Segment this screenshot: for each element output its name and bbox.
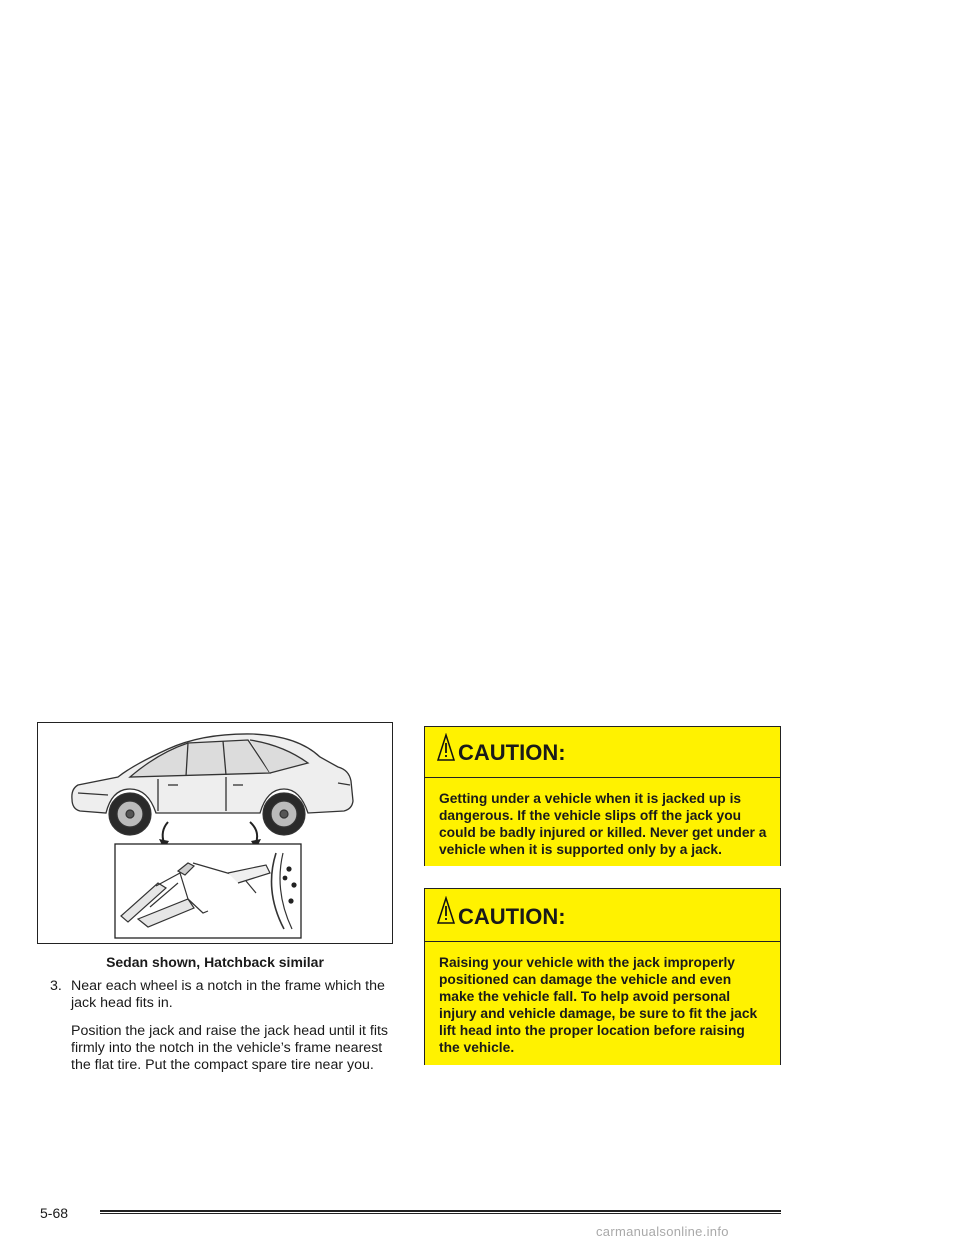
caution-box-jacked-vehicle (424, 726, 781, 866)
footer-rule-thin (100, 1213, 781, 1214)
warning-triangle-icon (437, 733, 455, 769)
footer-rule (100, 1210, 781, 1212)
caution-title: CAUTION: (458, 740, 566, 765)
caution-title: CAUTION: (458, 904, 566, 929)
wheel-rear (263, 793, 305, 835)
sedan-jack-figure (37, 722, 393, 944)
caution-header (425, 889, 780, 942)
caution-box-jack-position (424, 888, 781, 1065)
jack-detail-inset (115, 844, 301, 938)
warning-triangle-icon (437, 896, 455, 932)
caution-header (425, 727, 780, 778)
wheel-front (109, 793, 151, 835)
step-3-paragraph: Position the jack and raise the jack head until it fits firmly into the notch in the vehicle’s frame nearest the flat tire. Put the compact spare tire near you. (71, 1023, 389, 1073)
step-3 (50, 978, 395, 1012)
watermark-text: carmanualsonline.info (596, 1224, 729, 1239)
caution-text: Raising your vehicle with the jack improperly positioned can damage the vehicle and even make the vehicle fall. To help avoid personal injury and vehicle damage, be sure to fit the jack lift head into the proper location before raising the vehicle. (425, 942, 780, 1065)
sedan-jack-illustration (38, 723, 391, 942)
step-text: Near each wheel is a notch in the frame which the jack head fits in. (71, 978, 385, 1011)
figure-caption: Sedan shown, Hatchback similar (106, 954, 324, 970)
caution-text: Getting under a vehicle when it is jacked up is dangerous. If the vehicle slips off the jack you could be badly injured or killed. Never get under a vehicle when it is supported only by a jack. (425, 778, 780, 866)
step-number: 3. (50, 978, 62, 994)
page-number: 5-68 (40, 1205, 69, 1221)
jack-point-arrows (163, 822, 257, 843)
